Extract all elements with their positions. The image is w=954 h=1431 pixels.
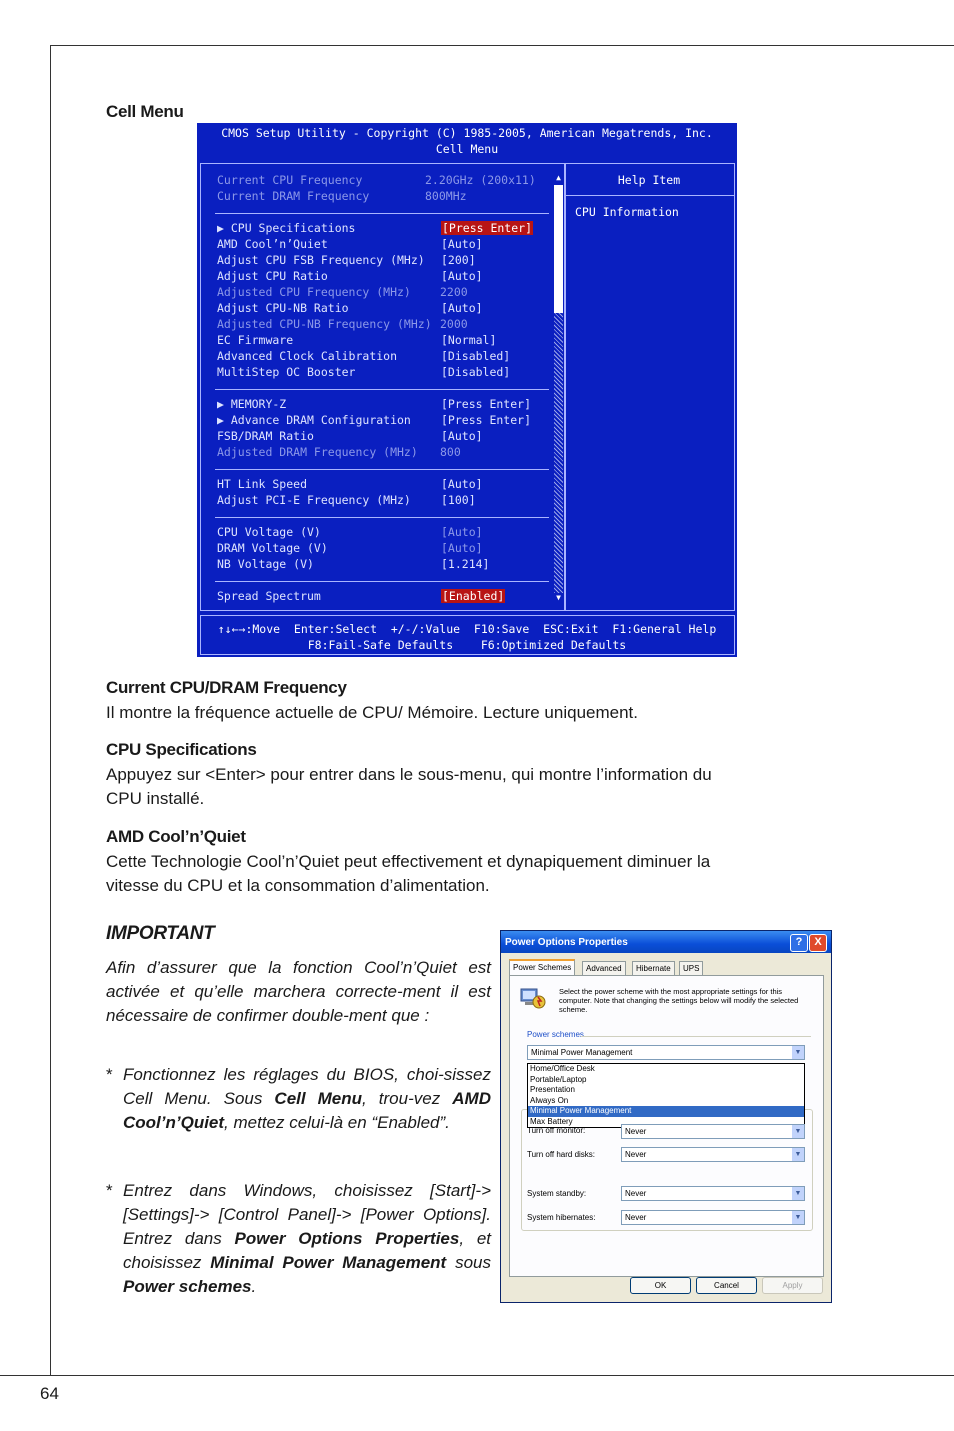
bios-row: Adjusted CPU-NB Frequency (MHz) 2000 bbox=[217, 317, 468, 331]
bios-row-cpu-specifications[interactable]: ▶ CPU Specifications [Press Enter] bbox=[217, 221, 533, 235]
bios-screen bbox=[197, 123, 737, 657]
para-amd-cool-1: Cette Technologie Cool’n’Quiet peut effectivement et dynapiquement diminuer la bbox=[106, 852, 711, 871]
heading-amd-cool: AMD Cool’n’Quiet bbox=[106, 827, 246, 846]
bios-row: Adjusted DRAM Frequency (MHz) 800 bbox=[217, 445, 461, 459]
list-item[interactable]: Always On bbox=[530, 1095, 569, 1105]
tab-ups[interactable]: UPS bbox=[679, 961, 703, 976]
bios-row[interactable]: NB Voltage (V) [1.214] bbox=[217, 557, 490, 571]
heading-cell-menu: Cell Menu bbox=[106, 102, 184, 121]
bios-help-frame bbox=[564, 163, 735, 611]
bios-row[interactable]: MultiStep OC Booster [Disabled] bbox=[217, 365, 511, 379]
bios-row[interactable]: Adjust CPU Ratio [Auto] bbox=[217, 269, 483, 283]
power-schemes-label: Power schemes bbox=[527, 1030, 584, 1039]
page-number: 64 bbox=[40, 1384, 59, 1403]
apply-button[interactable]: Apply bbox=[762, 1277, 823, 1294]
heading-current-freq: Current CPU/DRAM Frequency bbox=[106, 678, 347, 697]
bios-footer-defaults: F8:Fail-Safe Defaults F6:Optimized Defaults bbox=[307, 638, 627, 652]
help-item-title: Help Item bbox=[617, 173, 681, 187]
bios-row-spread-spectrum[interactable]: Spread Spectrum [Enabled] bbox=[217, 589, 505, 603]
list-item[interactable]: Portable/Laptop bbox=[530, 1074, 587, 1084]
para-amd-cool-2: vitesse du CPU et la consommation d’alimentation. bbox=[106, 876, 490, 895]
hibernate-select[interactable]: Never ▼ bbox=[621, 1210, 805, 1225]
scheme-description: Select the power scheme with the most appropriate settings for this computer. Note that changing the settings below will modify the selected scheme. bbox=[559, 987, 799, 1014]
setting-label: System standby: bbox=[527, 1189, 587, 1198]
bios-row[interactable]: Adjust PCI-E Frequency (MHz) [100] bbox=[217, 493, 476, 507]
standby-select[interactable]: Never ▼ bbox=[621, 1186, 805, 1201]
important-bullet-1: Fonctionnez les réglages du BIOS, choi-sissez Cell Menu. Sous Cell Menu, trou-vez AMD Cool’n’Quiet, mettez celui-là en “Enabled”. bbox=[123, 1065, 491, 1132]
bios-row-amd-coolnquiet[interactable]: AMD Cool’n’Quiet [Auto] bbox=[217, 237, 483, 251]
bios-row: Current DRAM Frequency 800MHz bbox=[217, 189, 467, 203]
important-intro: Afin d’assurer que la fonction Cool’n’Quiet est activée et qu’elle marchera correcte-ment il est nécessaire de confirmer double-ment que : bbox=[106, 958, 491, 1025]
power-options-dialog bbox=[500, 930, 832, 1303]
setting-label: Turn off hard disks: bbox=[527, 1150, 596, 1159]
bios-footer-keys: ↑↓←→:Move Enter:Select +/-/:Value F10:Save ESC:Exit F1:General Help bbox=[217, 622, 717, 636]
chevron-down-icon[interactable]: ▼ bbox=[792, 1046, 804, 1059]
list-item[interactable]: Max Battery bbox=[530, 1116, 573, 1126]
ok-button[interactable]: OK bbox=[630, 1277, 691, 1294]
close-button[interactable]: X bbox=[809, 934, 827, 952]
important-bullet-2: Entrez dans Windows, choisissez [Start]-> [Settings]-> [Control Panel]-> [Power Options]. Entrez dans Power Options Properties, et choisissez Minimal Power Management sous Power schemes. bbox=[123, 1181, 491, 1296]
tab-advanced[interactable]: Advanced bbox=[582, 961, 626, 976]
bios-row[interactable]: ▶ MEMORY-Z [Press Enter] bbox=[217, 397, 532, 411]
group-line bbox=[581, 1036, 811, 1038]
list-item[interactable]: Home/Office Desk bbox=[530, 1064, 595, 1073]
bios-separator bbox=[215, 389, 549, 390]
monitor-select[interactable]: Never ▼ bbox=[621, 1124, 805, 1139]
scroll-up-arrow-icon[interactable]: ▲ bbox=[556, 173, 561, 182]
bios-row[interactable]: Advanced Clock Calibration [Disabled] bbox=[217, 349, 511, 363]
heading-cpu-specs: CPU Specifications bbox=[106, 740, 257, 759]
para-cpu-specs-1: Appuyez sur <Enter> pour entrer dans le sous-menu, qui montre l’information du bbox=[106, 765, 712, 784]
chevron-down-icon[interactable]: ▼ bbox=[792, 1211, 804, 1224]
bios-row[interactable]: FSB/DRAM Ratio [Auto] bbox=[217, 429, 483, 443]
bios-separator bbox=[215, 469, 549, 470]
cancel-button[interactable]: Cancel bbox=[696, 1277, 757, 1294]
bios-help-divider bbox=[565, 195, 735, 196]
dialog-title: Power Options Properties bbox=[505, 937, 628, 948]
para-cpu-specs-2: CPU installé. bbox=[106, 789, 205, 808]
power-scheme-dropdown-list[interactable] bbox=[527, 1063, 805, 1128]
bios-separator bbox=[215, 581, 549, 582]
tab-power-schemes[interactable]: Power Schemes bbox=[509, 959, 575, 977]
bios-row[interactable]: DRAM Voltage (V) [Auto] bbox=[217, 541, 483, 555]
left-rule bbox=[50, 45, 51, 1375]
bios-row[interactable]: Adjust CPU-NB Ratio [Auto] bbox=[217, 301, 483, 315]
chevron-down-icon[interactable]: ▼ bbox=[792, 1148, 804, 1161]
bios-row[interactable]: Adjust CPU FSB Frequency (MHz) [200] bbox=[217, 253, 476, 267]
bios-separator bbox=[215, 517, 549, 518]
chevron-down-icon[interactable]: ▼ bbox=[792, 1187, 804, 1200]
top-rule bbox=[50, 45, 954, 46]
help-item-text: CPU Information bbox=[575, 205, 679, 219]
bios-subtitle: Cell Menu bbox=[435, 142, 499, 156]
bottom-rule bbox=[0, 1375, 954, 1376]
power-schemes-icon bbox=[519, 985, 547, 1011]
bios-row[interactable]: ▶ Advance DRAM Configuration [Press Enter] bbox=[217, 413, 532, 427]
bios-row: Current CPU Frequency 2.20GHz (200x11) bbox=[217, 173, 536, 187]
bios-row[interactable]: EC Firmware [Normal] bbox=[217, 333, 497, 347]
bullet-2-marker: * bbox=[106, 1181, 113, 1200]
bios-title: CMOS Setup Utility - Copyright (C) 1985-2005, American Megatrends, Inc. bbox=[221, 126, 713, 140]
list-item[interactable]: Presentation bbox=[530, 1085, 575, 1094]
list-item-selected[interactable]: Minimal Power Management bbox=[528, 1106, 804, 1117]
help-button[interactable]: ? bbox=[790, 934, 808, 952]
chevron-down-icon[interactable]: ▼ bbox=[792, 1125, 804, 1138]
hard-disks-select[interactable]: Never ▼ bbox=[621, 1147, 805, 1162]
para-current-freq: Il montre la fréquence actuelle de CPU/ Mémoire. Lecture uniquement. bbox=[106, 703, 638, 722]
bios-separator bbox=[215, 213, 549, 214]
bios-row: Adjusted CPU Frequency (MHz) 2200 bbox=[217, 285, 468, 299]
tab-hibernate[interactable]: Hibernate bbox=[632, 961, 675, 976]
scrollbar-thumb[interactable] bbox=[554, 185, 563, 313]
bios-row[interactable]: CPU Voltage (V) [Auto] bbox=[217, 525, 483, 539]
bullet-1-marker: * bbox=[106, 1065, 113, 1084]
scrollbar-track[interactable] bbox=[554, 313, 563, 593]
setting-label: System hibernates: bbox=[527, 1213, 596, 1222]
dialog-titlebar[interactable] bbox=[501, 931, 831, 953]
bios-row[interactable]: HT Link Speed [Auto] bbox=[217, 477, 483, 491]
power-scheme-select[interactable]: Minimal Power Management ▼ bbox=[527, 1045, 805, 1060]
heading-important: IMPORTANT bbox=[106, 923, 215, 944]
setting-label: Turn off monitor: bbox=[527, 1126, 586, 1135]
scroll-down-arrow-icon[interactable]: ▼ bbox=[556, 593, 561, 602]
